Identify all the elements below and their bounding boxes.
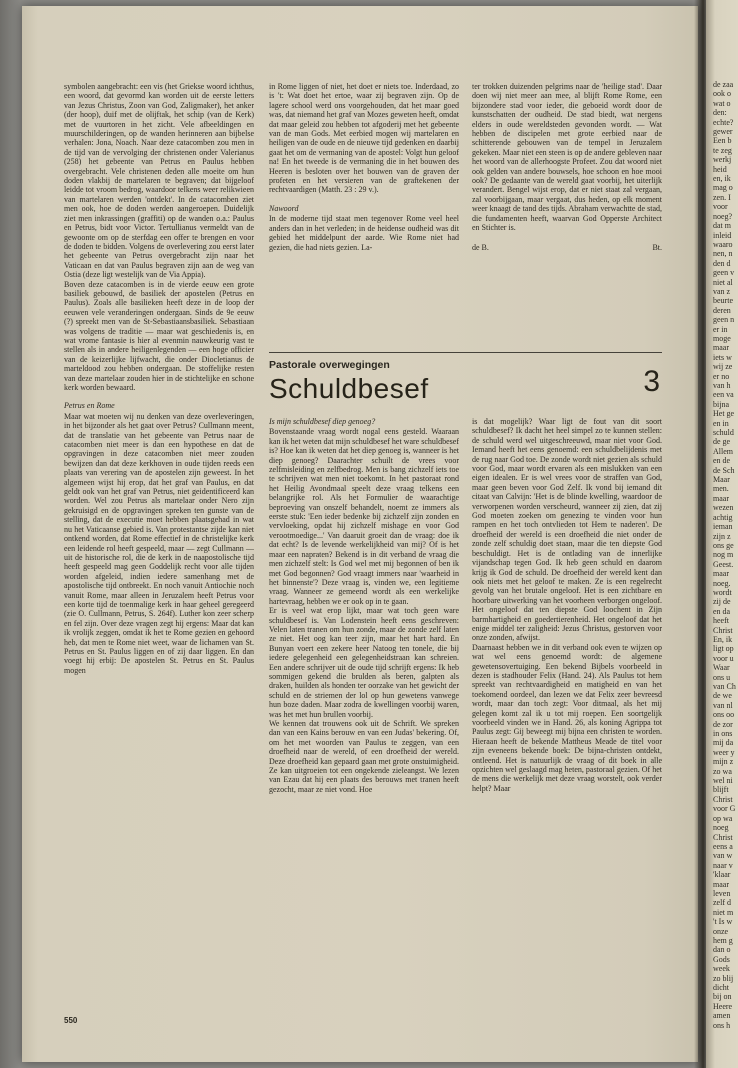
paragraph-line: Christ [713,794,733,804]
paragraph-line: mag o [713,183,733,193]
paragraph-line: Het ge [713,409,735,419]
paragraph-line: van nl [713,700,733,710]
subhead-nawoord: Nawoord [269,203,299,213]
paragraph-line: 't Is w [713,917,733,927]
paragraph-line: nog m [713,550,734,560]
article-title: Schuldbesef [269,373,429,404]
paragraph-line: symbolen aangebracht: een vis (het Griekse woord ichthus, een woord, dat gevormd kan worden uit de eerste letters van Jezus Christus, Zoon van God, Zaligmaker), het anker (der hoop), duif met de olijftak, het schip (van de Kerk) met de vuurtoren in het zicht. Vele afbeeldingen en muurschilderingen, op de wanden herinneren aan bijbelse verhalen: Jona, Noach. Naar deze catacomben zou men in de tijd van de vervolging der christenen onder Valerianus (258) het gebeente van Petrus en Paulus hebben overgebracht. Vele christenen deden alle moeite om hun doden vlakbij de martelaren te begraven; dat bijgeloof leidde tot vroom bedrog, waardoor telkens weer relikwieen van martelaren werden 'ontdekt'. In de catacomben ziet men ook, hoe de doden werden aangeroepen. Duidelijk ziet men inkrassingen (graffiti) op de wanden o.a.: Paulus en Petrus, bidt voor Victor. Tertullianus vermeldt van de gewoonte om op de sterfdag een offer te brengen en voor de doden te bidden. Volgens de overlevering zou eerst later het gebeente van Petrus overgebracht zijn naar het Vaticaan en dat van Paulus begraven zijn aan de weg van Ostia (deze ligt westelijk van de Via Appia). [64,82,254,280]
paragraph-line: weer y [713,747,735,757]
paragraph-line: men. [713,484,729,494]
paragraph-line: geen n [713,315,735,325]
paragraph-line: dat m [713,221,731,231]
paragraph-line: Maar wat moeten wij nu denken van deze overleveringen, in het bijzonder als het gaat over Petrus? Cullmann meent, dat de translatie van het gebeente van Petrus naar de catacomben niet meer is dan een hypothese en dat de opgravingen in deze catacomben niet meer zouden bewijzen dan dat deze kerkhoven in oude tijden reeds een plaats van verering van de apostelen zijn geweest. In het algemeen wijst hij erop, dat het graf van Paulus, en dat geldt ook van het graf van Petrus, niet geidentificeerd kan worden. Wel zou Petrus als martelaar onder Nero zijn gekruisigd en de opgravingen spreken ten gunste van de stelling, dat de executie moet hebben plaatsgehad in wat nu het Vaticaanse gebied is. Van protestantse zijde kan niet ontkend worden, dat Rome effectief in de christelijke kerk een leidende rol heeft gespeeld, maar — zegt Cullmann — uit de historische rol, die de kerk in de naapostolische tijd heeft gespeeld mag geen Goddelijk recht voor alle tijden worden afgeleid, indien iedere samenhang met de apostolische tijd ontbreekt. En noch vanuit Antiochie noch vanuit Rome, maar alleen in Jeruzalem heeft Petrus voor een korte tijd de toenmalige kerk in haar geheel geregeerd (zie O. Cullmann, Petrus, S. 264f). Luther kon zeer scherp en fel zijn. Over deze vragen zegt hij ergens: Maar dat kan ik vrolijk zeggen, omdat ik het te Rome gezien en gehoord heb, dat men te Rome niet weet, waar de lichamen van St. Petrus en St. Paulus liggen en of zij daar liggen. En dan voegt hij erbij: De apostelen St. Petrus en St. Paulus mogen [64,411,254,675]
column-2-paragraphs-a [269,82,459,195]
paragraph-line: van Ch [713,682,736,691]
paragraph-line: te zeg [713,145,732,155]
paragraph-line: gewer [713,127,733,137]
paragraph-line: den: [713,108,727,118]
paragraph-line: Heere [713,1001,733,1011]
paragraph-line: zen. I [713,192,731,202]
paragraph-line: wordt [713,587,732,597]
paragraph-line: zelf d [713,898,731,908]
paragraph-line: van h [713,381,731,390]
article-column-b [472,417,662,1013]
paragraph-line: zijn z [713,531,731,541]
paragraph-line: Christ [713,832,733,842]
paragraph-line: blijft [713,785,729,795]
paragraph-line: ook o [713,89,731,99]
paragraph-line: noeg [713,823,729,833]
article-schuldbesef [269,352,662,1019]
paragraph-line: nen, n [713,249,733,259]
paragraph-line: wel ni [713,776,733,786]
paragraph-line: ligt op [713,644,734,654]
article-column-b-paragraphs [472,417,662,793]
magazine-page [22,6,698,1062]
paragraph-line: een va [713,390,734,400]
column-2-paragraphs-b [269,214,459,252]
paragraph-line: ons u [713,672,731,682]
paragraph-line: niet m [713,907,734,917]
paragraph-line: Waar [713,663,730,673]
paragraph-line: ons oo [713,710,735,720]
paragraph-line: dan o [713,945,731,955]
paragraph-line: niet al [713,277,733,287]
article-lead-question: Is mijn schuldbesef diep genoeg? [269,417,376,426]
column-1 [64,82,254,1018]
paragraph-line: werkj [713,155,732,165]
paragraph-line: de ge [713,437,731,447]
paragraph-line: leven [713,888,731,898]
paragraph-line: de zaa [713,80,734,89]
article-column-a-paragraphs [269,427,459,794]
paragraph-line: mij da [713,738,734,748]
column-1-paragraphs-a [64,82,254,392]
paragraph-line: Daarnaast hebben we in dit verband ook even te wijzen op wat wel eens genoemd wordt: de algemene gewetensovertuiging. Een bekend Bijbels voorbeeld in dezen is stadhouder Felix (Hand. 24). Als Paulus tot hem spreekt van rechtvaardigheid en matigheid en van het toekomend oordeel, dan lezen we dat Felix zeer bevreesd wordt, maar dan toch zegt: Voor ditmaal, als het mij gelegen komt zal ik u tot mij roepen. Een soortgelijk voorbeeld vinden we in Hand. 26, als koning Agrippa tot Paulus zegt: Gij beweegt mij bijna een christen te worden. Hieraan heeft de bekende Mattheus Meade de titel voor zijn eveneens bekende boek: De bijna-christen ontdekt, ontleend. Het is natuurlijk de vraag of dit boek in alle opzichten wel geslaagd mag heten, pastoraal gezien. Of het de mens die werkelijk met deze vraag worstelt, ook verder helpt? Maar [472,642,662,793]
paragraph-line: maar [713,879,729,889]
paragraph-line: Maar [713,475,730,485]
article-column-a [269,417,459,1013]
paragraph-line: voor u [713,653,734,663]
paragraph-line: beurte [713,296,733,306]
paragraph-line: moge [713,333,731,343]
paragraph-line: noeg. [713,578,731,588]
column-1-paragraphs-b [64,412,254,675]
paragraph-line: wezen [713,503,734,513]
paragraph-line: er in [713,324,728,334]
paragraph-line: zo blij [713,973,734,983]
paragraph-line: onze [713,926,729,936]
paragraph-line: naar v [713,860,733,870]
paragraph-line: maar [713,493,729,503]
column-3-paragraphs [472,82,662,233]
paragraph-line: maar [713,343,729,353]
paragraph-line: Christ [713,625,733,635]
paragraph-line: in ons [713,729,733,739]
paragraph-line: bijna [713,399,729,409]
column-3-top [472,82,662,350]
paragraph-line: zij de [713,597,731,607]
paragraph-line: op wa [713,813,733,823]
paragraph-line: Er is veel wat erop lijkt, maar wat toch geen ware schuldbesef is. Van Lodenstein heeft eens geschreven: Velen laten tranen om hun zonde, maar de zonde zelf laten ze niet. Het oog kan teer zijn, maar het hart hard. En Bunyan voert een zekere heer Natoog ten tonele, die bij iedere gelegenheid een gelegenheidstraan kan schreien. Een andere schrijver uit de oude tijd schrijft ergens: Ik heb sommigen gekend die brulden als beren, galpten als draken, huilden als honden ter oorzake van het gewicht der schuld en de striemen der lol op hun gewetens vanwege hun boze daden. Maar zodra de kwellingen voorbij waren, was het met hun brullen voorbij. [269,606,459,719]
paragraph-line: dicht [713,983,729,992]
article-kicker: Pastorale overwegingen [269,359,390,371]
paragraph-line: van z [713,286,731,296]
paragraph-line: waaro [713,239,733,249]
paragraph-line: hem g [713,935,733,945]
paragraph-line: en, ik [713,174,731,184]
paragraph-line: ieman [713,522,733,532]
paragraph-line: maar [713,569,729,579]
paragraph-line: bij on [713,992,732,1002]
signature-right: Bt. [652,242,662,252]
paragraph-line: in Rome liggen of niet, het doet er niets toe. Inderdaad, zo is 't: Wat doet het ertoe, waar zij begraven zijn. Op de lagere school werd ons voorgehouden, dat het maar goed was, dat niemand het graf van Mozes geweten heeft, omdat dat maar geleid zou hebben tot afgoderij met het gebeente van de man Gods. Met eerbied mogen wij martelaren en heiligen van de oude en de nieuwe tijd gedenken en daarbij gaat het om de vermaning van de apostel: Volgt hun geloof na! En het tweede is de vermaning die in het bouwen des Heeren is besloten over het bouwen van de graven der profeten en het versieren van de graftekenen der rechtvaardigen (Matth. 23 : 29 v.). [269,82,459,195]
paragraph-line: van w [713,851,733,861]
paragraph-line: Bovenstaande vraag wordt nogal eens gesteld. Waaraan kan ik het weten dat mijn schuldbesef het ware schuldbesef is? Hoe kan ik weten dat het diep genoeg is, wanneer is het diep genoeg? Daarachter schuilt de vrees voor zelfmisleiding en zelfbedrog. Men is bang zichzelf iets toe te schrijven wat men niet toekomt. In het pastoraat rond het Heilig Avondmaal speelt deze vraag telkens een belangrijke rol. Als het Formulier de waarachtige beproeving van onszelf behandelt, noemt ze immers als eerste stuk: 'Een ieder bedenke bij zichzelf zijn zonden en vervloeking, opdat hij zichzelf mishage en voor God verootmoedige...' Van daaruit groeit dan de vraag: doe ik dat echt? Is de levende werkelijkheid van mij? Of is het maar een napraten? Bekend is in dit verband de vraag die men zichzelf stelt: Is God wel met mij begonnen of ben ik met God begonnen? God vraagt immers naar 'waarheid in het binnenste'? Deze vraag is, vinden we, een legitieme vraag. Wanneer ze gemeend wordt als een werkelijke hartevraag, hebben we er ook op in te gaan. [269,427,459,606]
paragraph-line: en da [713,606,731,616]
paragraph-line: In de moderne tijd staat men tegenover Rome veel heel anders dan in het verleden; in de heidense oudheid was dit gebied het middelpunt der aarde. Wie Rome niet had gezien, die had niets gezien. La- [269,214,459,252]
paragraph-line: voor G [713,804,736,814]
article-number: 3 [643,365,660,398]
paragraph-line: Boven deze catacomben is in de vierde eeuw een grote basiliek gebouwd, de basiliek der apostelen (Petrus en Paulus). Zoals alle basilieken heeft deze in de loop der eeuwen vele veranderingen ondergaan. Sinds de 9e eeuw (?) spreekt men van de St-Sebastiaansbasiliek. Sebastiaan was volgens de traditie — maar wat geschiedenis is, en wat vrome fantasie is hier al evenmin nauwkeurig vast te stellen als in andere heiligenlegenden — een hoge officier van de keizerlijke lijfwacht, die onder Diocletianus de marteldood zou hebben ondergaan. De stoffelijke resten van deze martelaar zouden hier in de stichtelijke en schone kerk worden bewaard. [64,279,254,392]
paragraph-line: mijn z [713,757,734,767]
subhead-petrus-en-rome: Petrus en Rome [64,401,115,411]
paragraph-line: eens a [713,841,733,851]
paragraph-line: er no [713,371,730,381]
paragraph-line: wat o [713,98,731,108]
paragraph-line: zo wa [713,766,732,776]
paragraph-line: geen v [713,268,735,278]
paragraph-line: wij ze [713,362,733,372]
paragraph-line: week [713,964,730,974]
paragraph-line: heeft [713,616,729,626]
paragraph-line: voor [713,202,728,212]
paragraph-line: iets w [713,352,732,362]
column-2-top [269,82,459,350]
paragraph-line: de we [713,691,732,701]
page-number: 550 [64,1016,78,1025]
paragraph-line: ons h [713,1020,731,1030]
paragraph-line: schuld [713,428,734,438]
paragraph-line: is dat mogelijk? Waar ligt de fout van dit soort schuldbesef? Ik dacht het heel simpel zo te kunnen stellen: de schuld werd wel uitgeschreeuwd, maar niet voor God. Iemand heeft het eens genoemd: een schuldbelijdenis met de rug naar God toe. De zonde wordt niet gezien als schuld voor God, maar wordt ervaren als een mislukken van een eigen idealen. Er is wel vrees voor de straffen van God, maar geen beven voor God Zelf. Ik vond bij iemand dit citaat van Calvijn: 'Het is de blinde kwelling, waardoor de verworpenen worden verscheurd, wanneer zij zien, dat zij God moeten zoeken om genezing te vinden voor hun rampen en het toch ontvlieden tot Hem te naderen'. De droefheid der wereld is een droefheid die niet onder de zonde zelf schuldig doet staan, maar die ten diepste God beschuldigt. Het is de ontlading van de innerlijke vijandschap tegen God. Ik heb geen schuld en daarom krijg ik God de schuld. De droefheid der wereld kent dan ook niets met het geloof te maken. Ze is een regelrecht gevolg van het brutale ongeloof. Het is een zichtbare en hoorbare uitwerking van het voorheen verborgen ongeloof. Het ongeloof dat ten diepste God loochent in Zijn barmhartigheid en goedertierenheid. Het ongeloof dat het enige middel ter zaligheid: Jezus Christus, gestorven voor onze zonden, afwijst. [472,417,662,643]
paragraph-line: Een b [713,136,732,146]
paragraph-line: den d [713,258,731,268]
paragraph-line: inleid [713,230,732,240]
paragraph-line: de Sch [713,465,735,475]
signature-left: de B. [472,242,489,252]
paragraph-line: 'klaar [713,870,731,880]
paragraph-line: en in [713,418,729,428]
paragraph-line: We kennen dat trouwens ook uit de Schrift. We spreken dan van een Kains berouw en van een Judas' bekering. Of, om het met woorden van Paulus te zeggen, van een droefheid naar de wereld, of een droefheid der wereld. Deze droefheid kan gepaard gaan met grote onstuimigheid. Ze kan uitgroeien tot een ongekende zieleangst. We lezen van Ezau dat hij een plaats des berouws met tranen heeft gezocht, maar ze niet vond. Hoe [269,719,459,794]
paragraph-line: amen [713,1011,731,1021]
paragraph-line: ons ge [713,540,734,550]
paragraph-line: Allem [713,446,733,456]
paragraph-line: ter trokken duizenden pelgrims naar de 'heilige stad'. Daar doen wij niet meer aan mee, al blijft Rome Rome, een bijzondere stad voor ieder, die geboeid wordt door de kunstschatten der oudheid. De stad biedt, wat nergens elders in oude wereldsteden gevonden wordt. — Wat hebben de discipelen met grote eerbied naar de schitterende gebouwen van de tempel in Jeruzalem gekeken. Maar niet een steen is op de andere gebleven naar het woord van de allerhoogste Profeet. Zou dat woord niet ook gelden van andere bouwsels, hoe schoon en hoe mooi ook? De gedaante van de wereld gaat voorbij, het uiterlijk verandert. Bengel wijst erop, dat er niet staat zal vergaan, zal voorbijgaan, maar vergaat, dus heden, op elk moment weer knaagt de tand des tijds. Abraham verwachtte de stad, die fundamenten heeft, waarvan God Opperste Architect en Stichter is. [472,82,662,233]
paragraph-line: echte? [713,117,734,127]
paragraph-line: Gods [713,954,730,964]
paragraph-line: en de [713,456,731,466]
next-page-text-fragments [706,0,738,1030]
paragraph-line: deren [713,305,731,315]
signature-row [472,243,662,252]
paragraph-line: de zor [713,719,733,729]
paragraph-line: Geest. [713,559,734,569]
paragraph-line: heid [713,164,727,174]
next-page-edge [706,0,738,1068]
paragraph-line: noeg? [713,211,733,221]
paragraph-line: En, ik [713,634,733,644]
paragraph-line: achtig [713,512,733,522]
